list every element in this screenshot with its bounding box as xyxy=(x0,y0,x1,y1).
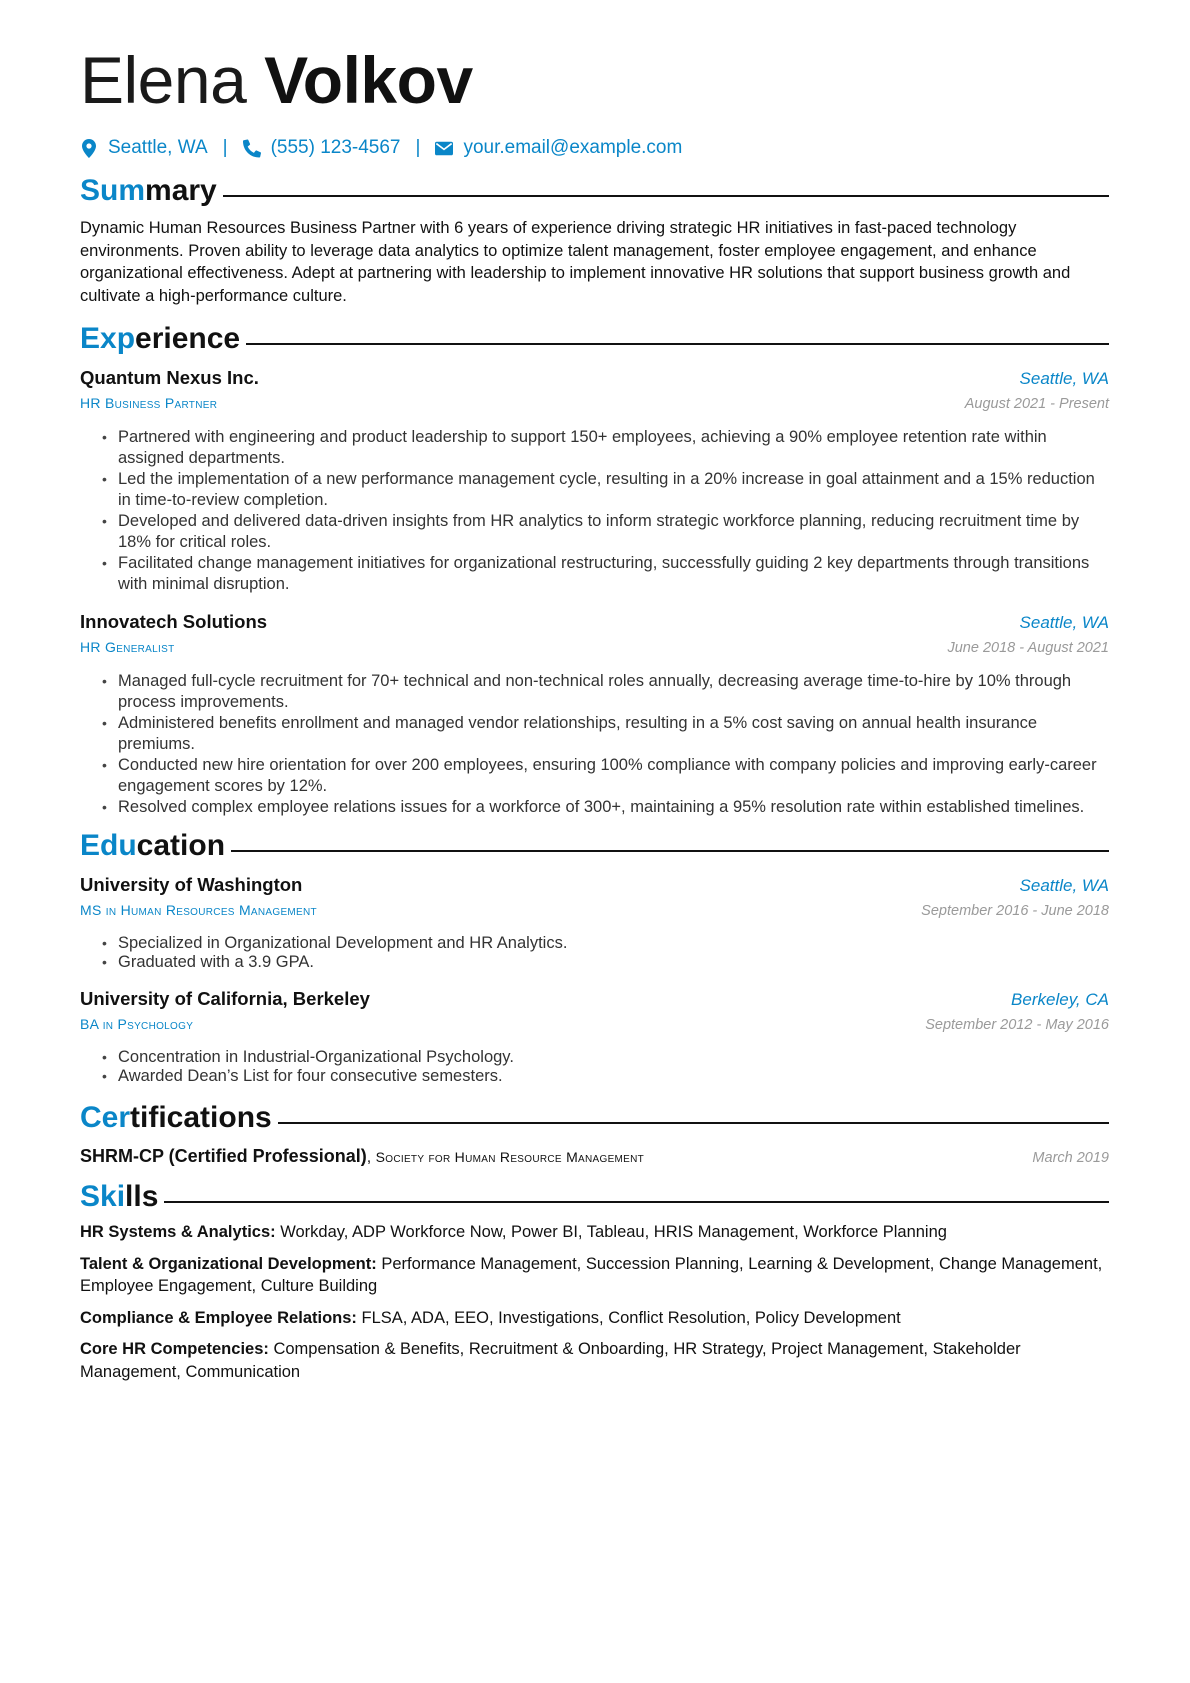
contact-separator: | xyxy=(415,137,421,158)
certification-org: Society for Human Resource Management xyxy=(375,1149,645,1165)
contact-email[interactable] xyxy=(435,137,682,159)
list-item: • Awarded Dean’s List for four consecutive semesters. xyxy=(118,1067,1109,1086)
email-link[interactable]: your.email@example.com xyxy=(463,137,683,158)
skill-items: Performance Management, Succession Planning, Learning & Development, Change Management, Employee Engagement, Culture Building xyxy=(80,1254,1103,1295)
skill-category: HR Systems & Analytics: xyxy=(80,1223,276,1241)
section-title xyxy=(80,319,240,359)
entry-location: Seattle, WA xyxy=(1019,613,1109,632)
skill-category: Talent & Organizational Development: xyxy=(80,1254,377,1273)
degree: MS in Human Resources Management xyxy=(80,902,317,918)
skill-line xyxy=(80,1221,1109,1244)
list-item: • Partnered with engineering and product leadership to support 150+ employees, achieving a 90% employee retention rate within assigned departments. xyxy=(118,427,1109,469)
bullet-list xyxy=(80,934,1109,972)
section-rule xyxy=(164,1201,1109,1203)
list-item: • Developed and delivered data-driven insights from HR analytics to inform strategic workforce planning, reducing recruitment time by 18% for critical roles. xyxy=(118,511,1109,553)
list-item: • Conducted new hire orientation for over 200 employees, ensuring 100% compliance with company policies and improving early-career engagement scores by 12%. xyxy=(118,755,1109,797)
list-item: • Graduated with a 3.9 GPA. xyxy=(118,953,1109,972)
phone-icon xyxy=(243,138,261,158)
experience-entry xyxy=(80,365,1109,595)
title-rest: tifications xyxy=(130,1101,272,1134)
experience-entry xyxy=(80,609,1109,818)
education-entry xyxy=(80,986,1109,1086)
skill-line xyxy=(80,1338,1109,1383)
skill-line xyxy=(80,1307,1109,1330)
title-accent: Cer xyxy=(80,1101,131,1134)
bullet-list xyxy=(80,671,1109,818)
skill-items: Workday, ADP Workforce Now, Power BI, Tableau, HRIS Management, Workforce Planning xyxy=(280,1223,947,1241)
contact-bar xyxy=(80,135,1109,161)
entry-location: Seattle, WA xyxy=(1019,369,1109,388)
section-rule xyxy=(246,343,1109,345)
section-rule xyxy=(231,850,1109,852)
job-title: HR Generalist xyxy=(80,639,175,655)
section-rule xyxy=(223,195,1109,197)
first-name: Elena xyxy=(80,43,247,117)
contact-location xyxy=(80,137,208,159)
list-item: • Managed full-cycle recruitment for 70+ technical and non-technical roles annually, decreasing average time-to-hire by 10% through process improvements. xyxy=(118,671,1109,713)
certification-name: SHRM-CP (Certified Professional) xyxy=(80,1146,367,1166)
list-item: • Specialized in Organizational Development and HR Analytics. xyxy=(118,934,1109,953)
candidate-name xyxy=(80,42,1109,118)
list-item: • Concentration in Industrial-Organizational Psychology. xyxy=(118,1048,1109,1067)
entry-location: Seattle, WA xyxy=(1019,876,1109,895)
title-rest: lls xyxy=(125,1180,159,1213)
certification-date: March 2019 xyxy=(1032,1150,1109,1166)
degree: BA in Psychology xyxy=(80,1016,194,1032)
school-name: University of Washington xyxy=(80,874,303,895)
certification-comma: , xyxy=(366,1149,372,1166)
bullet-list xyxy=(80,1048,1109,1086)
title-rest: mary xyxy=(145,174,217,207)
list-item: • Facilitated change management initiatives for organizational restructuring, successfully guiding 2 key departments through transitions with minimal disruption. xyxy=(118,553,1109,595)
location-text: Seattle, WA xyxy=(108,137,208,158)
skill-items: FLSA, ADA, EEO, Investigations, Conflict Resolution, Policy Development xyxy=(361,1308,901,1327)
phone-text: (555) 123-4567 xyxy=(270,137,401,158)
title-accent: Exp xyxy=(80,322,136,355)
education-entry xyxy=(80,872,1109,972)
section-rule xyxy=(278,1122,1109,1124)
entry-dates: September 2016 - June 2018 xyxy=(921,903,1109,919)
entry-dates: August 2021 - Present xyxy=(964,396,1109,412)
entry-location: Berkeley, CA xyxy=(1011,990,1109,1009)
section-title xyxy=(80,1177,158,1217)
envelope-icon xyxy=(435,138,453,158)
skills-heading xyxy=(80,1177,1109,1217)
school-name: University of California, Berkeley xyxy=(80,988,370,1009)
entry-dates: June 2018 - August 2021 xyxy=(947,640,1109,656)
title-rest: cation xyxy=(136,829,226,862)
last-name: Volkov xyxy=(264,43,473,117)
section-title xyxy=(80,826,225,866)
title-accent: Edu xyxy=(80,829,137,862)
contact-separator: | xyxy=(222,137,228,158)
company-name: Innovatech Solutions xyxy=(80,611,268,632)
list-item: • Resolved complex employee relations issues for a workforce of 300+, maintaining a 95% resolution rate within established timelines. xyxy=(118,797,1109,818)
skill-line xyxy=(80,1253,1109,1298)
list-item: • Administered benefits enrollment and managed vendor relationships, resulting in a 5% cost saving on annual health insurance premiums. xyxy=(118,713,1109,755)
entry-dates: September 2012 - May 2016 xyxy=(925,1017,1109,1033)
contact-phone[interactable] xyxy=(243,137,401,159)
skill-items: Compensation & Benefits, Recruitment & Onboarding, HR Strategy, Project Management, Stakeholder Management, Communication xyxy=(80,1340,1021,1381)
company-name: Quantum Nexus Inc. xyxy=(80,367,259,388)
section-title xyxy=(80,1098,272,1138)
experience-heading xyxy=(80,319,1109,359)
summary-heading xyxy=(80,171,1109,211)
education-heading xyxy=(80,826,1109,866)
section-title xyxy=(80,171,217,211)
bullet-list xyxy=(80,427,1109,595)
certifications-heading xyxy=(80,1098,1109,1138)
skill-category: Core HR Competencies: xyxy=(80,1340,269,1358)
title-accent: Sum xyxy=(80,174,146,207)
title-accent: Ski xyxy=(80,1180,126,1213)
job-title: HR Business Partner xyxy=(80,395,218,411)
certification-entry xyxy=(80,1146,1109,1169)
summary-text: Dynamic Human Resources Business Partner with 6 years of experience driving strategic HR initiatives in fast-paced technology environments. Proven ability to leverage data analytics to optimize talent management, foster employee engagement, and enhance organizational effectiveness. Adept at partnering with leadership to implement innovative HR solutions that support business growth and cultivate a high-performance culture. xyxy=(80,219,1071,305)
map-pin-icon xyxy=(80,138,98,158)
title-rest: erience xyxy=(135,322,241,355)
skill-category: Compliance & Employee Relations: xyxy=(80,1308,357,1327)
list-item: • Led the implementation of a new performance management cycle, resulting in a 20% increase in goal attainment and a 15% reduction in time-to-review completion. xyxy=(118,469,1109,511)
